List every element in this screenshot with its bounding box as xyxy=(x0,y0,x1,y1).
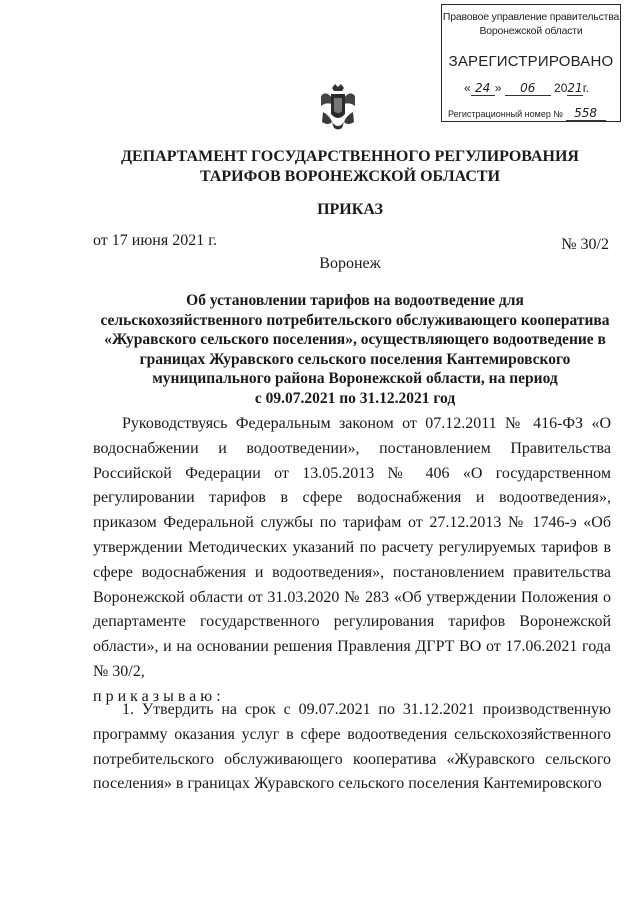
subject-line: Об установлении тарифов на водоотведение для xyxy=(186,292,524,309)
document-type: ПРИКАЗ xyxy=(317,201,383,218)
subject-line: муниципального района Воронежской области, на период xyxy=(152,370,558,387)
document-subject xyxy=(40,291,640,408)
document-date: от 17 июня 2021 г. xyxy=(93,232,217,249)
coat-of-arms-icon xyxy=(318,82,358,132)
stamp-authority-line1: Правовое управление правительства xyxy=(442,11,620,23)
stamp-regno-value: 558 xyxy=(566,106,606,121)
subject-line: границах Журавского сельского поселения Кантемировского xyxy=(139,350,571,368)
stamp-date: « 24 » 06 2021г. xyxy=(464,81,589,95)
stamp-authority-line2: Воронежской области xyxy=(479,25,583,37)
document-number: № 30/2 xyxy=(561,236,609,253)
subject-line: с 09.07.2021 по 31.12.2021 год xyxy=(254,389,456,407)
document-city: Воронеж xyxy=(319,255,381,272)
department-line1: ДЕПАРТАМЕНТ ГОСУДАРСТВЕННОГО РЕГУЛИРОВАНИЯ xyxy=(121,148,579,165)
stamp-month: 06 xyxy=(505,81,551,96)
preamble-paragraph: Руководствуясь Федеральным законом от 07.12.2011 № 416-ФЗ «О водоснабжении и водоотведении», постановлением Правительства Российской Федерации от 13.05.2013 № 406 «О государственном регулировании тарифов в сфере водоснабжения и водоотведения», приказом Федеральной службы по тарифам от 27.12.2013 № 1746-э «Об утверждении Методических указаний по расчету регулируемых тарифов в сфере водоснабжения и водоотведения», постановлением правительства Воронежской области от 31.03.2020 № 283 «Об утверждении Положения о департаменте государственного регулирования тарифов Воронежской области», и на основании решения Правления ДГРТ ВО от 17.06.2021 года № 30/2, xyxy=(93,415,611,680)
stamp-registered: ЗАРЕГИСТРИРОВАНО xyxy=(448,53,614,70)
stamp-day: 24 xyxy=(471,81,495,96)
registration-stamp xyxy=(441,4,621,122)
stamp-year-suffix: 21 xyxy=(567,81,583,95)
stamp-regno-label: Регистрационный номер № xyxy=(448,109,564,119)
stamp-regno xyxy=(448,106,606,121)
department-line2: ТАРИФОВ ВОРОНЕЖСКОЙ ОБЛАСТИ xyxy=(199,168,501,185)
subject-line: «Журавского сельского поселения», осуществляющего водоотведение в xyxy=(104,331,606,348)
stamp-year-prefix: 20 xyxy=(554,81,568,95)
item-1-paragraph: 1. Утвердить на срок с 09.07.2021 по 31.12.2021 производственную программу оказания услуг в сфере водоотведения сельскохозяйственного потребительского обслуживающего кооператива «Журавского сельского поселения» в границах Журавского сельского поселения Кантемировского xyxy=(93,701,611,793)
item-block xyxy=(93,698,611,797)
subject-line: сельскохозяйственного потребительского обслуживающего кооператива xyxy=(100,311,610,329)
preamble-block xyxy=(93,412,611,710)
stamp-year-end: г. xyxy=(582,81,589,95)
prikazyvayu: приказываю: xyxy=(93,687,225,705)
